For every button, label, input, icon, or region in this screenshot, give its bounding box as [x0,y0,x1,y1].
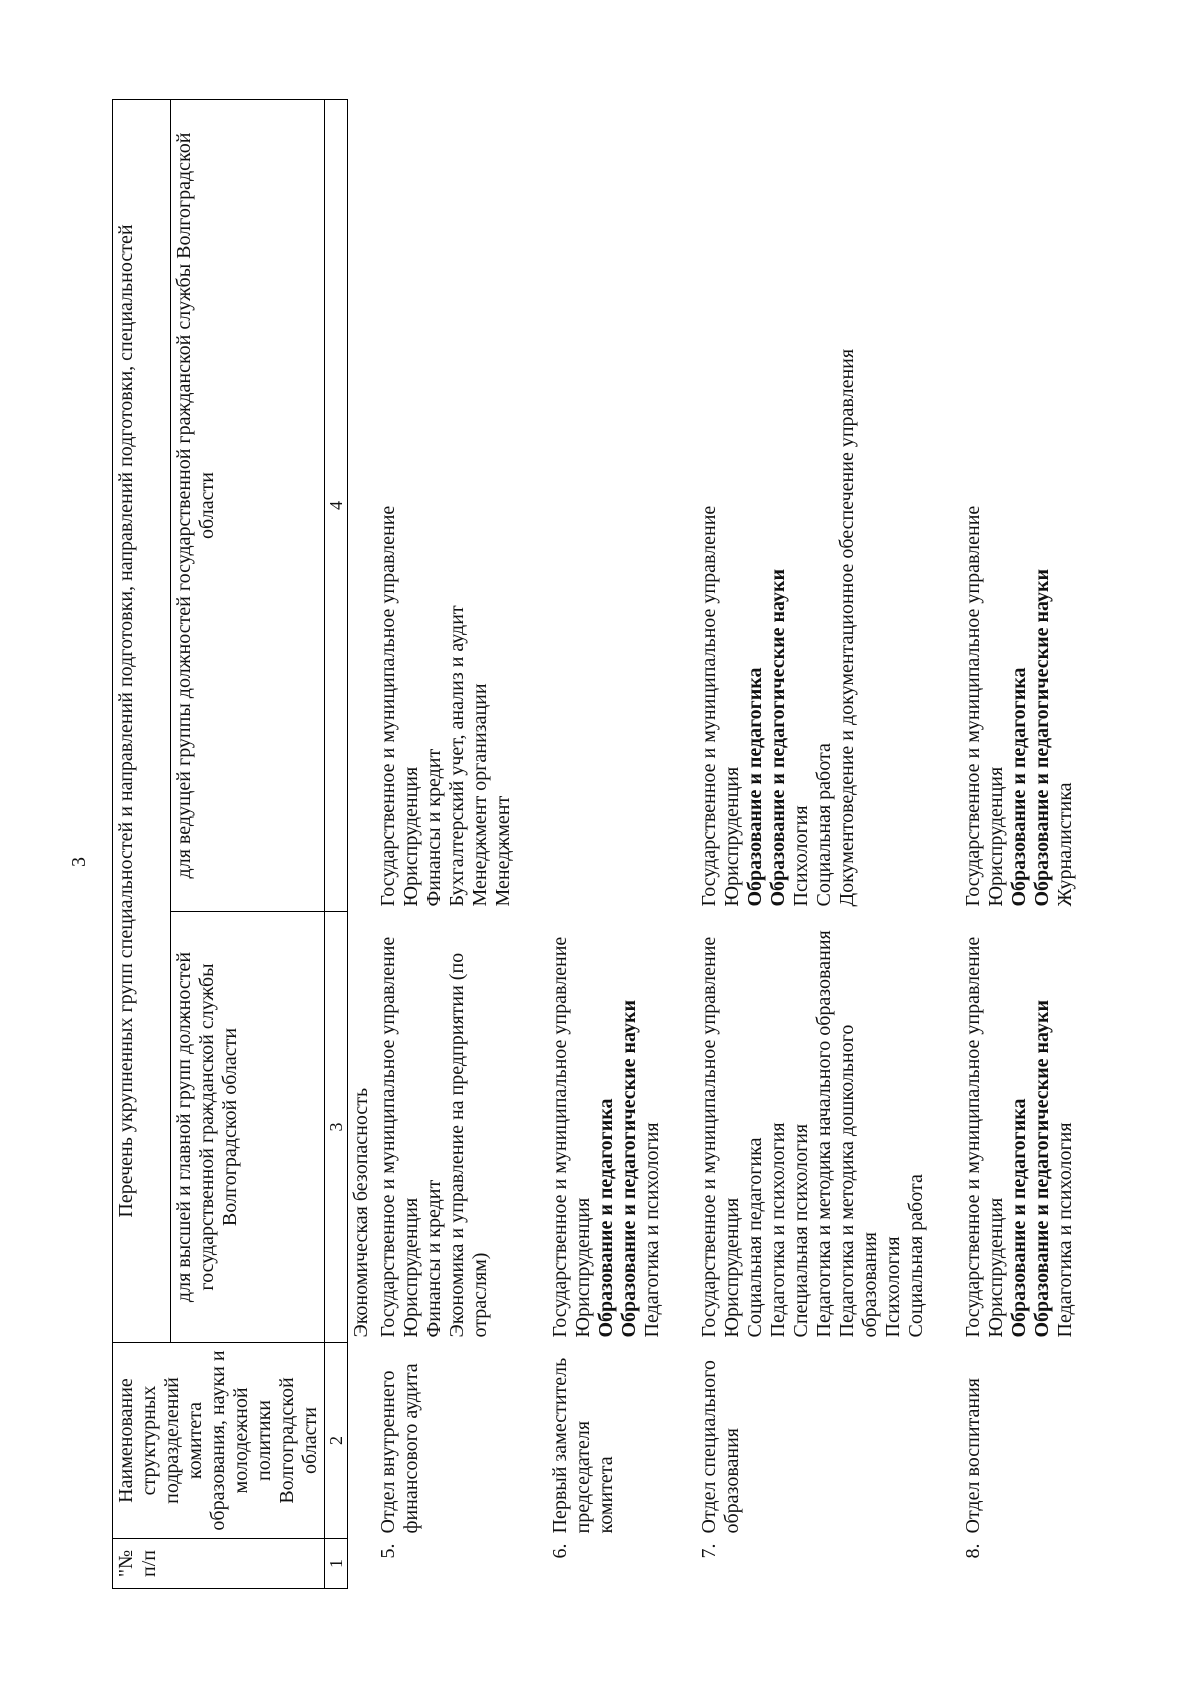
header-higher-group: для высшей и главной групп должностей государственной гражданской службы Волгоградской области [171,912,325,1343]
specialty-item: Образование и педагогические науки [767,568,789,907]
specialty-item: Юриспруденция [985,766,1007,907]
specialty-item: Государственное и муниципальное управление [377,505,399,907]
row-number: 8. [962,1543,984,1559]
specialty-item: Образование и педагогика [1008,1098,1030,1338]
specialties-higher [696,912,930,1343]
col-index-1: 1 [325,1539,348,1589]
specialty-item: Государственное и муниципальное управление [962,936,984,1338]
header-department: Наименование структурных подразделений комитета образования, науки и молодежной политики Волгоградской области [113,1343,325,1539]
specialty-item: Государственное и муниципальное управление [962,505,984,907]
specialty-item: Юриспруденция [985,1197,1007,1338]
specialty-item: Юриспруденция [400,1197,422,1338]
specialty-item: Педагогика и методика дошкольного образования [836,1024,881,1338]
specialties-leading [960,100,1079,912]
specialties-higher [960,912,1079,1343]
row-number: 5. [377,1543,399,1559]
specialties-leading [375,100,517,912]
col-index-3: 3 [325,912,348,1343]
specialty-item: Педагогика и психология [767,1122,789,1338]
specialties-leading [696,100,930,912]
specialty-item: Государственное и муниципальное управление [549,936,571,1338]
department-name: Отдел воспитания [962,1377,984,1534]
specialty-item: Образование и педагогические науки [1031,568,1053,907]
specialty-item: Финансы и кредит [423,1179,445,1338]
table-row [696,100,930,1589]
specialty-item: Образование и педагогика [595,1098,617,1338]
header-number: "№ п/п [113,1539,325,1589]
specialty-item: Образование и педагогика [744,667,766,907]
specialty-item: Государственное и муниципальное управление [698,936,720,1338]
department-name: Первый заместитель председателя комитета [549,1357,617,1534]
specialties-table [112,99,1109,1589]
section-title: Экономическая безопасность [350,1087,372,1338]
specialties-higher [375,912,517,1343]
header-group: Перечень укрупненных групп специальностей и направлений подготовки, направлений подготовки, специальностей [113,100,171,1343]
specialty-item: Юриспруденция [572,1197,594,1338]
table-row [375,100,517,1589]
specialty-item: Педагогика и методика начального образования [813,930,835,1338]
col-index-2: 2 [325,1343,348,1539]
specialty-item: Педагогика и психология [641,1122,663,1338]
department-name: Отдел внутреннего финансового аудита [377,1363,422,1534]
specialty-item: Педагогика и психология [1054,1122,1076,1338]
specialty-item: Психология [882,1236,904,1338]
specialty-item: Психология [790,805,812,907]
specialty-item: Финансы и кредит [423,748,445,907]
specialty-item: Образование и педагогические науки [1031,999,1053,1338]
page-number: 3 [68,857,90,867]
specialties-leading [547,100,666,912]
specialty-item: Журналистика [1054,782,1076,907]
specialty-item: Социальная работа [905,1174,927,1338]
row-number: 6. [549,1543,571,1559]
header-leading-group: для ведущей группы должностей государственной гражданской службы Волгоградской области [171,100,325,912]
specialty-item: Экономика и управление на предприятии (по отраслям) [446,952,491,1338]
specialty-item: Социальная педагогика [744,1137,766,1338]
specialty-item: Юриспруденция [721,766,743,907]
specialty-item: Социальная работа [813,743,835,907]
specialty-item: Бухгалтерский учет, анализ и аудит [446,605,468,907]
specialty-item: Документоведение и документационное обеспечение управления [836,348,858,907]
department-name: Отдел специального образования [698,1360,743,1534]
specialties-higher [547,912,666,1343]
specialty-item: Образование и педагогические науки [618,999,640,1338]
specialty-item: Юриспруденция [400,766,422,907]
specialty-item: Менеджмент [492,795,514,907]
specialty-item: Менеджмент организации [469,683,491,907]
specialty-item: Специальная психология [790,1123,812,1338]
col-index-4: 4 [325,100,348,912]
table-row [547,100,666,1589]
row-number: 7. [698,1543,720,1559]
table-row [960,100,1079,1589]
specialty-item: Государственное и муниципальное управление [698,505,720,907]
specialty-item: Юриспруденция [721,1197,743,1338]
specialty-item: Государственное и муниципальное управление [377,936,399,1338]
specialty-item: Образование и педагогика [1008,667,1030,907]
